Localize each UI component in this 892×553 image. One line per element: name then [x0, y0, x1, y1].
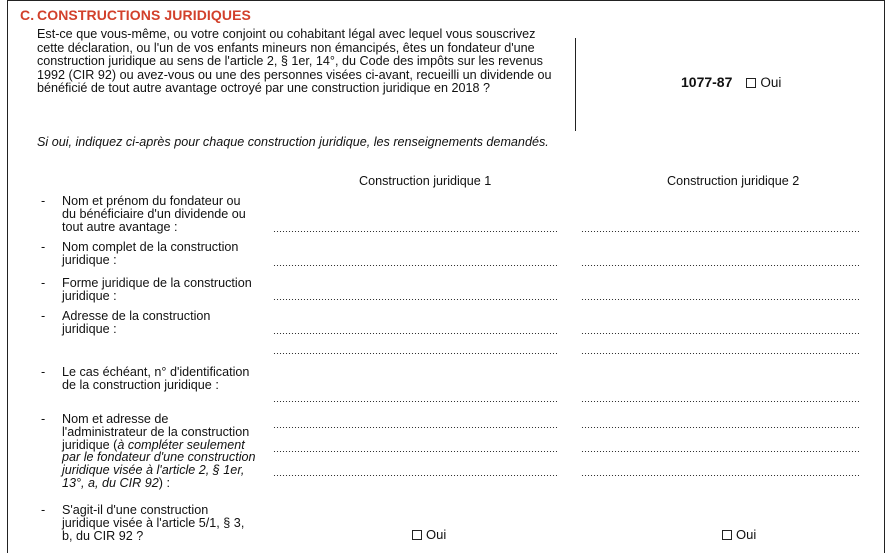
- row-text: Adresse de la construction juridique :: [62, 309, 211, 336]
- oui-label: Oui: [760, 74, 782, 90]
- input-line-nom-complet-2[interactable]: [581, 265, 859, 266]
- input-line-adresse-1b[interactable]: [273, 353, 557, 354]
- row-dash: -: [41, 240, 46, 254]
- input-line-admin-1a[interactable]: [273, 427, 557, 428]
- field-code: 1077-87: [681, 74, 733, 90]
- row-label-forme: [41, 277, 256, 303]
- row-text: Nom et prénom du fondateur ou du bénéficiaire d'un dividende ou tout autre avantage :: [62, 194, 246, 234]
- row-label-nom-complet: [41, 241, 256, 267]
- row-dash: -: [41, 503, 46, 517]
- row-text: Forme juridique de la construction juridique :: [62, 276, 252, 303]
- row-dash: -: [41, 412, 46, 426]
- checkbox-icon[interactable]: [722, 530, 732, 540]
- input-line-fondateur-2[interactable]: [581, 231, 859, 232]
- row-dash: -: [41, 365, 46, 379]
- row-label-fondateur: [41, 195, 256, 233]
- input-line-identification-1[interactable]: [273, 401, 557, 402]
- oui-label: Oui: [736, 527, 757, 542]
- input-line-fondateur-1[interactable]: [273, 231, 557, 232]
- column-header-2: Construction juridique 2: [667, 174, 800, 188]
- row-text-suffix: ) :: [158, 475, 170, 490]
- column-header-1: Construction juridique 1: [359, 174, 492, 188]
- section-letter: C.: [20, 7, 35, 23]
- row-text: S'agit-il d'une construction juridique visée à l'article 5/1, § 3, b, du CIR 92 ?: [62, 503, 245, 543]
- row-label-identification: [41, 366, 256, 392]
- input-line-adresse-2b[interactable]: [581, 353, 859, 354]
- input-line-nom-complet-1[interactable]: [273, 265, 557, 266]
- row-text-prefix: Nom et adresse de l'administrateur de la construction juridique (: [62, 412, 250, 452]
- input-line-adresse-2a[interactable]: [581, 333, 859, 334]
- row-text: Nom complet de la construction juridique :: [62, 240, 239, 267]
- input-line-admin-1c[interactable]: [273, 475, 557, 476]
- instruction-text: Si oui, indiquez ci-après pour chaque construction juridique, les renseignements demandés.: [37, 135, 549, 149]
- input-line-identification-2[interactable]: [581, 401, 859, 402]
- code-field: [681, 74, 781, 90]
- input-line-admin-2a[interactable]: [581, 427, 859, 428]
- row-label-administrateur: [41, 413, 256, 490]
- input-line-admin-1b[interactable]: [273, 451, 557, 452]
- row-label-article-5-1: [41, 504, 256, 542]
- checkbox-icon[interactable]: [412, 530, 422, 540]
- section-title: CONSTRUCTIONS JURIDIQUES: [37, 7, 251, 23]
- input-line-forme-2[interactable]: [581, 299, 859, 300]
- oui-label: Oui: [426, 527, 447, 542]
- oui-checkbox-col1[interactable]: [412, 527, 446, 542]
- input-line-forme-1[interactable]: [273, 299, 557, 300]
- row-dash: -: [41, 194, 46, 208]
- vertical-divider: [575, 38, 576, 131]
- input-line-admin-2c[interactable]: [581, 475, 859, 476]
- row-text: Le cas échéant, n° d'identification de la construction juridique :: [62, 365, 250, 392]
- input-line-admin-2b[interactable]: [581, 451, 859, 452]
- input-line-adresse-1a[interactable]: [273, 333, 557, 334]
- form-page: [7, 0, 885, 553]
- row-label-adresse: [41, 310, 256, 336]
- oui-checkbox-main[interactable]: [746, 75, 781, 90]
- row-text-italic: à compléter seulement par le fondateur d'une construction juridique visée à l'article 2, § 1er, 13°, a, du CIR 92: [62, 437, 256, 490]
- question-text: Est-ce que vous-même, ou votre conjoint ou cohabitant légal avec lequel vous souscrivez cette déclaration, ou l'un de vos enfants mineurs non émancipés, êtes un fondateur d'une construction juridique au sens de l'article 2, § 1er, 14°, du Code des impôts sur les revenus 1992 (CIR 92) ou avez-vous ou une des personnes visées ci-avant, recueilli un dividende ou bénéficié de tout autre avantage octroyé par une construction juridique en 2018 ?: [37, 27, 552, 96]
- oui-checkbox-col2[interactable]: [722, 527, 756, 542]
- row-dash: -: [41, 309, 46, 323]
- row-text-composite: [62, 413, 256, 490]
- row-dash: -: [41, 276, 46, 290]
- section-header: [20, 7, 251, 23]
- checkbox-icon[interactable]: [746, 78, 756, 88]
